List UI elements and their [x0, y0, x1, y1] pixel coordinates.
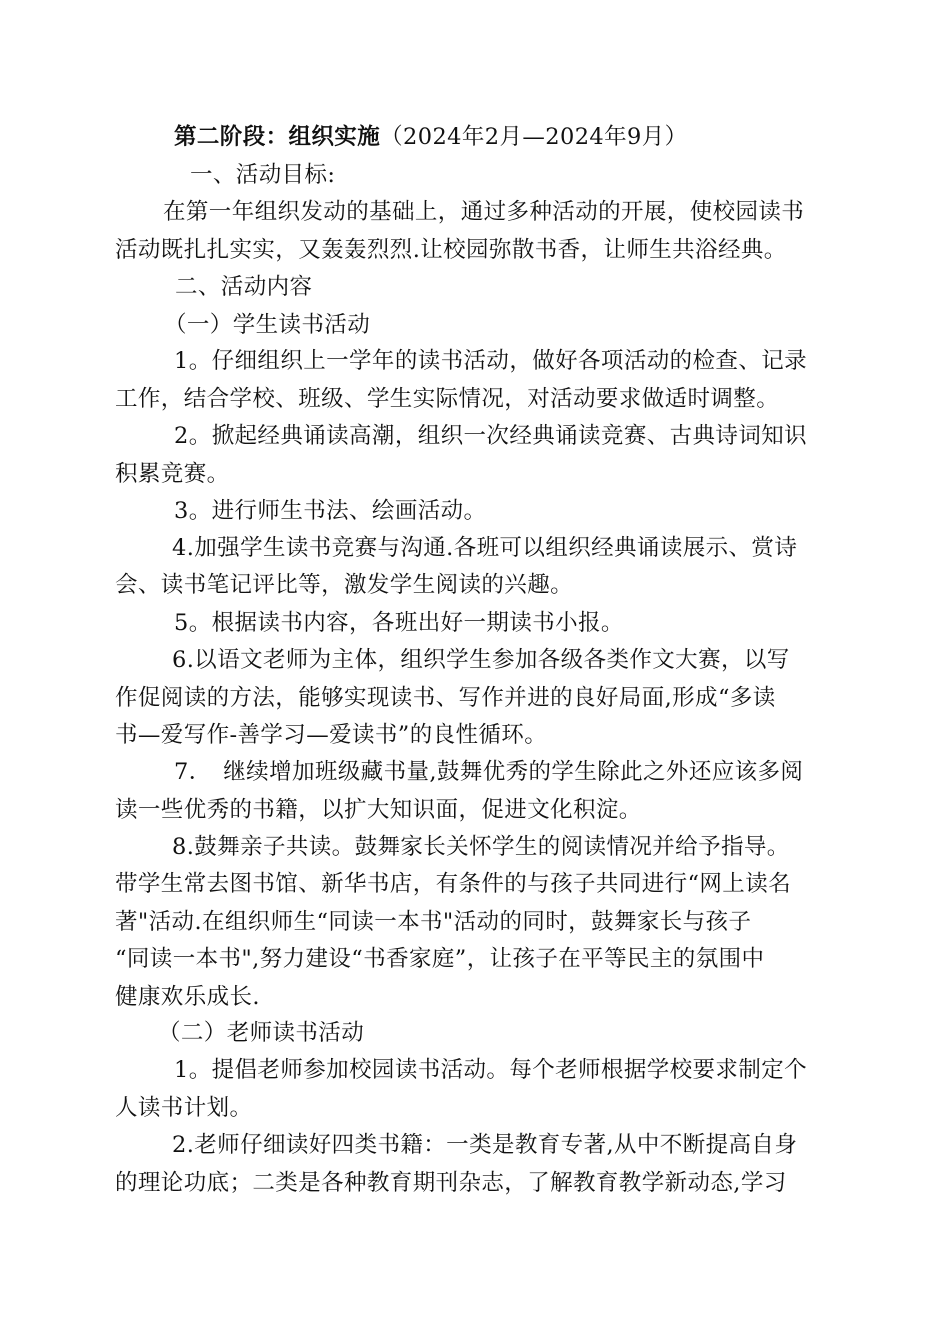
- paragraph-line: 7． 继续增加班级藏书量,鼓舞优秀的学生除此之外还应该多阅: [174, 759, 804, 785]
- paragraph-line: 1。仔细组织上一学年的读书活动，做好各项活动的检查、记录: [174, 348, 808, 374]
- paragraph-line: 1。提倡老师参加校园读书活动。每个老师根据学校要求制定个: [174, 1057, 808, 1083]
- paragraph-line: 读一些优秀的书籍，以扩大知识面，促进文化积淀。: [115, 797, 642, 823]
- paragraph-line: 带学生常去图书馆、新华书店，有条件的与孩子共同进行“网上读名: [115, 871, 792, 897]
- paragraph-line: 人读书计划。: [115, 1095, 253, 1121]
- paragraph-line: 会、读书笔记评比等，激发学生阅读的兴趣。: [115, 572, 574, 598]
- section-heading-goals: 一、活动目标:: [190, 162, 336, 188]
- paragraph-line: 6.以语文老师为主体，组织学生参加各级各类作文大赛，以写: [172, 647, 790, 673]
- stage-title-heading: 第二阶段：组织实施: [174, 124, 381, 150]
- paragraph-line: 著"活动.在组织师生“同读一本书"活动的同时，鼓舞家长与孩子: [115, 909, 752, 935]
- paragraph-line: 在第一年组织发动的基础上，通过多种活动的开展，使校园读书: [163, 199, 805, 225]
- paragraph-line: 4.加强学生读书竞赛与沟通.各班可以组织经典诵读展示、赏诗: [172, 535, 798, 561]
- paragraph-line: 5。根据读书内容，各班出好一期读书小报。: [174, 610, 624, 636]
- section-heading-content: 二、活动内容: [175, 274, 313, 300]
- paragraph-line: 2。掀起经典诵读高潮，组织一次经典诵读竞赛、古典诗词知识: [174, 423, 808, 449]
- paragraph-line: 健康欢乐成长.: [115, 984, 260, 1010]
- paragraph-line: 2.老师仔细读好四类书籍：一类是教育专著,从中不断提高自身: [172, 1132, 798, 1158]
- paragraph-line: 工作，结合学校、班级、学生实际情况，对活动要求做适时调整。: [115, 386, 780, 412]
- paragraph-line: 积累竞赛。: [115, 461, 230, 487]
- stage-title-dates: （2024年2月—2024年9月）: [380, 124, 688, 150]
- paragraph-line: 的理论功底；二类是各种教育期刊杂志，了解教育教学新动态,学习: [115, 1170, 787, 1196]
- paragraph-line: 书—爱写作-善学习—爱读书”的良性循环。: [115, 722, 548, 748]
- subsection-heading-students: （一）学生读书活动: [164, 312, 371, 338]
- paragraph-line: “同读一本书",努力建设“书香家庭”，让孩子在平等民主的氛围中: [115, 946, 765, 972]
- paragraph-line: 活动既扎扎实实，又轰轰烈烈.让校园弥散书香，让师生共浴经典。: [115, 237, 787, 263]
- paragraph-line: 作促阅读的方法，能够实现读书、写作并进的良好局面,形成“多读: [115, 685, 776, 711]
- paragraph-line: 3。进行师生书法、绘画活动。: [174, 498, 487, 524]
- paragraph-line: 8.鼓舞亲子共读。鼓舞家长关怀学生的阅读情况并给予指导。: [172, 834, 790, 860]
- subsection-heading-teachers: （二）老师读书活动: [158, 1020, 365, 1046]
- stage-title: [174, 122, 688, 152]
